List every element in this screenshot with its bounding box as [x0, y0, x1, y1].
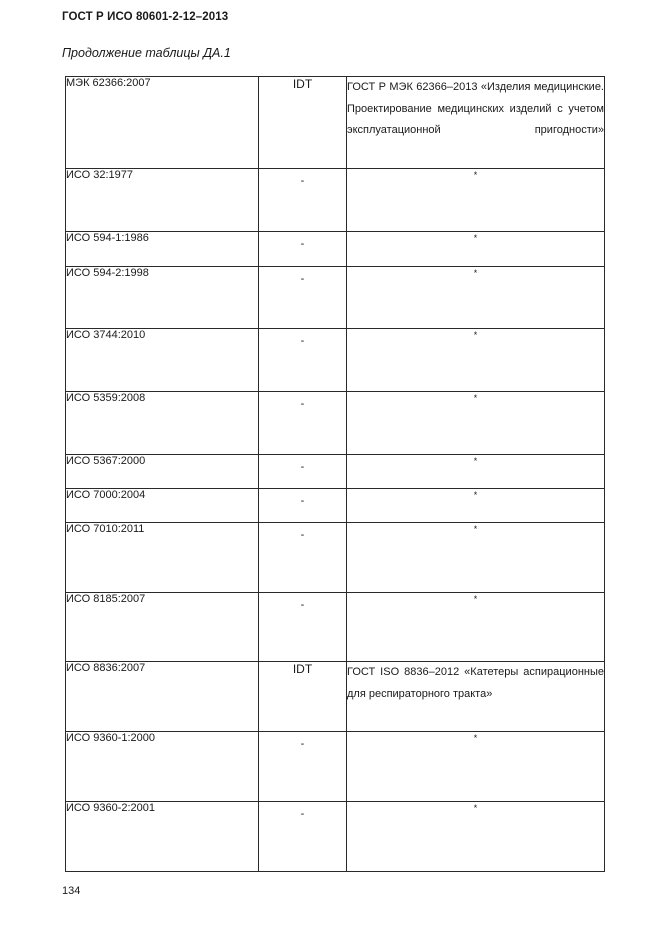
footnote-marker: *: [473, 170, 478, 180]
correspondence-degree: -: [300, 335, 305, 347]
table-row: [66, 593, 605, 662]
correspondence-degree-cell: [259, 232, 347, 267]
intl-standard-cell: ИСО 5359:2008: [66, 392, 259, 455]
table-row: [66, 802, 605, 872]
table-row: [66, 169, 605, 232]
correspondence-degree-cell: [259, 802, 347, 872]
intl-standard-cell: ИСО 9360-2:2001: [66, 802, 259, 872]
table-row: [66, 267, 605, 329]
national-standard-cell: [347, 593, 605, 662]
footnote-marker: *: [473, 594, 478, 604]
intl-standard-cell: ИСО 594-1:1986: [66, 232, 259, 267]
intl-standard-cell: ИСО 5367:2000: [66, 455, 259, 489]
correspondence-degree-cell: [259, 392, 347, 455]
table-caption: Продолжение таблицы ДА.1: [62, 46, 231, 60]
intl-standard-cell: ИСО 7010:2011: [66, 523, 259, 593]
table-row: [66, 232, 605, 267]
correspondence-degree-cell: [259, 329, 347, 392]
national-standard-cell: [347, 232, 605, 267]
national-standard-cell: [347, 489, 605, 523]
national-standard-cell: [347, 455, 605, 489]
intl-standard-cell: ИСО 3744:2010: [66, 329, 259, 392]
correspondence-degree: -: [300, 808, 305, 820]
table-row: [66, 329, 605, 392]
correspondence-degree: -: [300, 175, 305, 187]
correspondence-degree: IDT: [292, 662, 313, 676]
footnote-marker: *: [473, 803, 478, 813]
intl-standard-cell: ИСО 8185:2007: [66, 593, 259, 662]
table-row: [66, 392, 605, 455]
national-standard-cell: [347, 802, 605, 872]
correspondence-degree: -: [300, 495, 305, 507]
page-number: 134: [62, 885, 81, 897]
national-standard-cell: [347, 77, 605, 169]
footnote-marker: *: [473, 524, 478, 534]
national-standard-text: ГОСТ Р МЭК 62366–2013 «Изделия медицинские. Проектирование медицинских изделий с учетом эксплуатационной пригодности»: [347, 81, 604, 136]
national-standard-cell: [347, 732, 605, 802]
table-row: [66, 77, 605, 169]
table-row: [66, 662, 605, 732]
footnote-marker: *: [473, 456, 478, 466]
correspondence-degree-cell: [259, 593, 347, 662]
national-standard-cell: [347, 329, 605, 392]
footnote-marker: *: [473, 393, 478, 403]
correspondence-degree: IDT: [292, 77, 313, 91]
correspondence-degree-cell: [259, 662, 347, 732]
footnote-marker: *: [473, 233, 478, 243]
footnote-marker: *: [473, 733, 478, 743]
correspondence-degree: -: [300, 238, 305, 250]
standards-correspondence-table: [65, 76, 605, 872]
intl-standard-cell: МЭК 62366:2007: [66, 77, 259, 169]
footnote-marker: *: [473, 268, 478, 278]
national-standard-cell: [347, 523, 605, 593]
national-standard-cell: [347, 662, 605, 732]
table-row: [66, 489, 605, 523]
intl-standard-cell: ИСО 32:1977: [66, 169, 259, 232]
correspondence-degree: -: [300, 529, 305, 541]
intl-standard-cell: ИСО 9360-1:2000: [66, 732, 259, 802]
national-standard-cell: [347, 169, 605, 232]
footnote-marker: *: [473, 490, 478, 500]
correspondence-degree-cell: [259, 523, 347, 593]
intl-standard-cell: ИСО 7000:2004: [66, 489, 259, 523]
correspondence-degree-cell: [259, 455, 347, 489]
correspondence-degree: -: [300, 398, 305, 410]
table-row: [66, 455, 605, 489]
correspondence-degree: -: [300, 273, 305, 285]
correspondence-degree: -: [300, 461, 305, 473]
correspondence-degree-cell: [259, 77, 347, 169]
intl-standard-cell: ИСО 8836:2007: [66, 662, 259, 732]
document-header: ГОСТ Р ИСО 80601-2-12–2013: [62, 11, 229, 23]
national-standard-cell: [347, 392, 605, 455]
correspondence-degree-cell: [259, 732, 347, 802]
correspondence-degree-cell: [259, 169, 347, 232]
correspondence-degree-cell: [259, 267, 347, 329]
table-row: [66, 732, 605, 802]
correspondence-degree: -: [300, 599, 305, 611]
footnote-marker: *: [473, 330, 478, 340]
intl-standard-cell: ИСО 594-2:1998: [66, 267, 259, 329]
table-row: [66, 523, 605, 593]
correspondence-degree: -: [300, 738, 305, 750]
correspondence-degree-cell: [259, 489, 347, 523]
national-standard-text: ГОСТ ISO 8836–2012 «Катетеры аспирационные для респираторного тракта»: [347, 666, 604, 700]
national-standard-cell: [347, 267, 605, 329]
